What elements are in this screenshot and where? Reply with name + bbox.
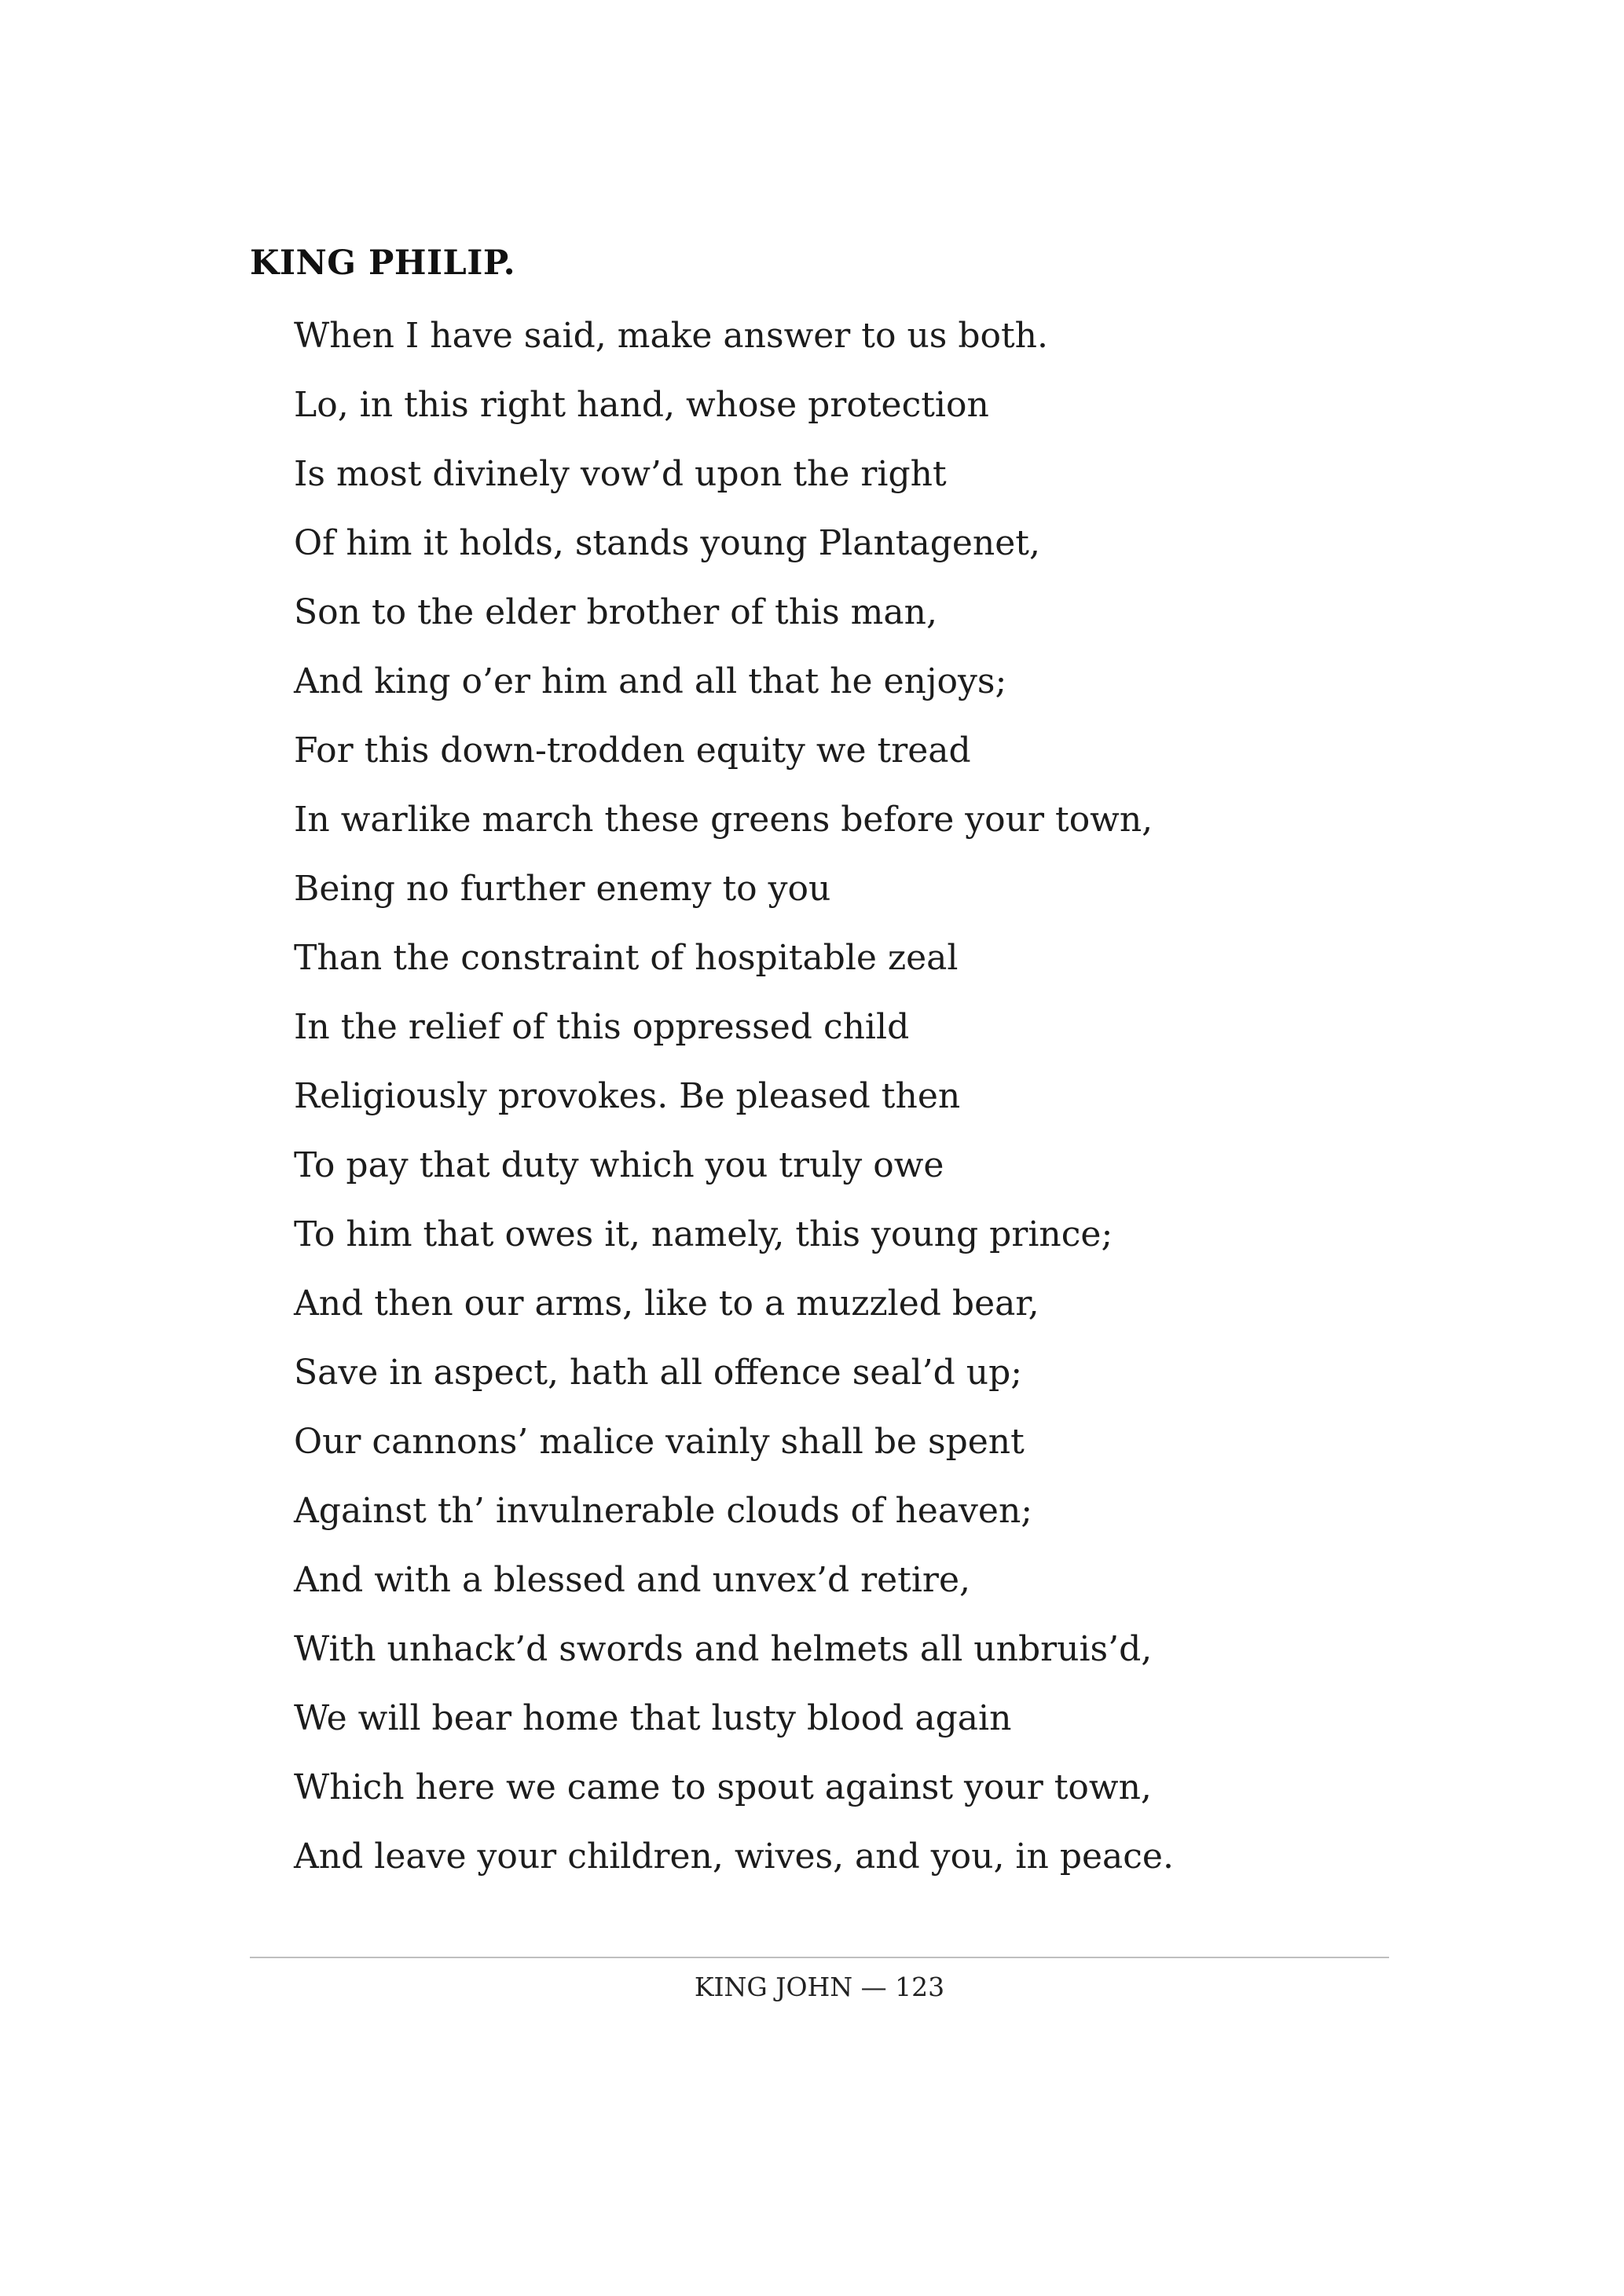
footer-divider	[250, 1957, 1389, 1958]
page-footer: KING JOHN — 123	[694, 1972, 945, 2002]
verse-line: Son to the elder brother of this man,	[294, 592, 937, 632]
verse-line: Religiously provokes. Be pleased then	[294, 1076, 961, 1116]
verse-line: And king o’er him and all that he enjoys;	[294, 661, 1007, 701]
verse-line: Save in aspect, hath all offence seal’d up;	[294, 1353, 1023, 1393]
verse-line: And with a blessed and unvex’d retire,	[294, 1560, 970, 1600]
verse-line: For this down-trodden equity we tread	[294, 731, 971, 771]
verse-line: Which here we came to spout against your town,	[294, 1767, 1152, 1807]
verse-line: Lo, in this right hand, whose protection	[294, 385, 989, 425]
verse-line: Of him it holds, stands young Plantagenet,	[294, 523, 1040, 563]
verse-block	[294, 309, 1174, 1899]
verse-line: With unhack’d swords and helmets all unbruis’d,	[294, 1629, 1153, 1669]
verse-line: We will bear home that lusty blood again	[294, 1698, 1012, 1738]
verse-line: To him that owes it, namely, this young prince;	[294, 1214, 1113, 1254]
verse-line: And then our arms, like to a muzzled bear,	[294, 1283, 1039, 1324]
verse-line: And leave your children, wives, and you, in peace.	[294, 1836, 1174, 1877]
verse-line: Our cannons’ malice vainly shall be spent	[294, 1422, 1025, 1462]
speaker-name: KING PHILIP.	[250, 244, 516, 283]
verse-line: Against th’ invulnerable clouds of heaven;	[294, 1491, 1033, 1531]
verse-line: When I have said, make answer to us both.	[294, 316, 1049, 356]
verse-line: To pay that duty which you truly owe	[294, 1145, 944, 1185]
verse-line: Than the constraint of hospitable zeal	[294, 938, 959, 978]
verse-line: In the relief of this oppressed child	[294, 1007, 910, 1047]
verse-line: Being no further enemy to you	[294, 869, 831, 909]
verse-line: In warlike march these greens before your town,	[294, 800, 1153, 840]
verse-line: Is most divinely vow’d upon the right	[294, 454, 947, 494]
